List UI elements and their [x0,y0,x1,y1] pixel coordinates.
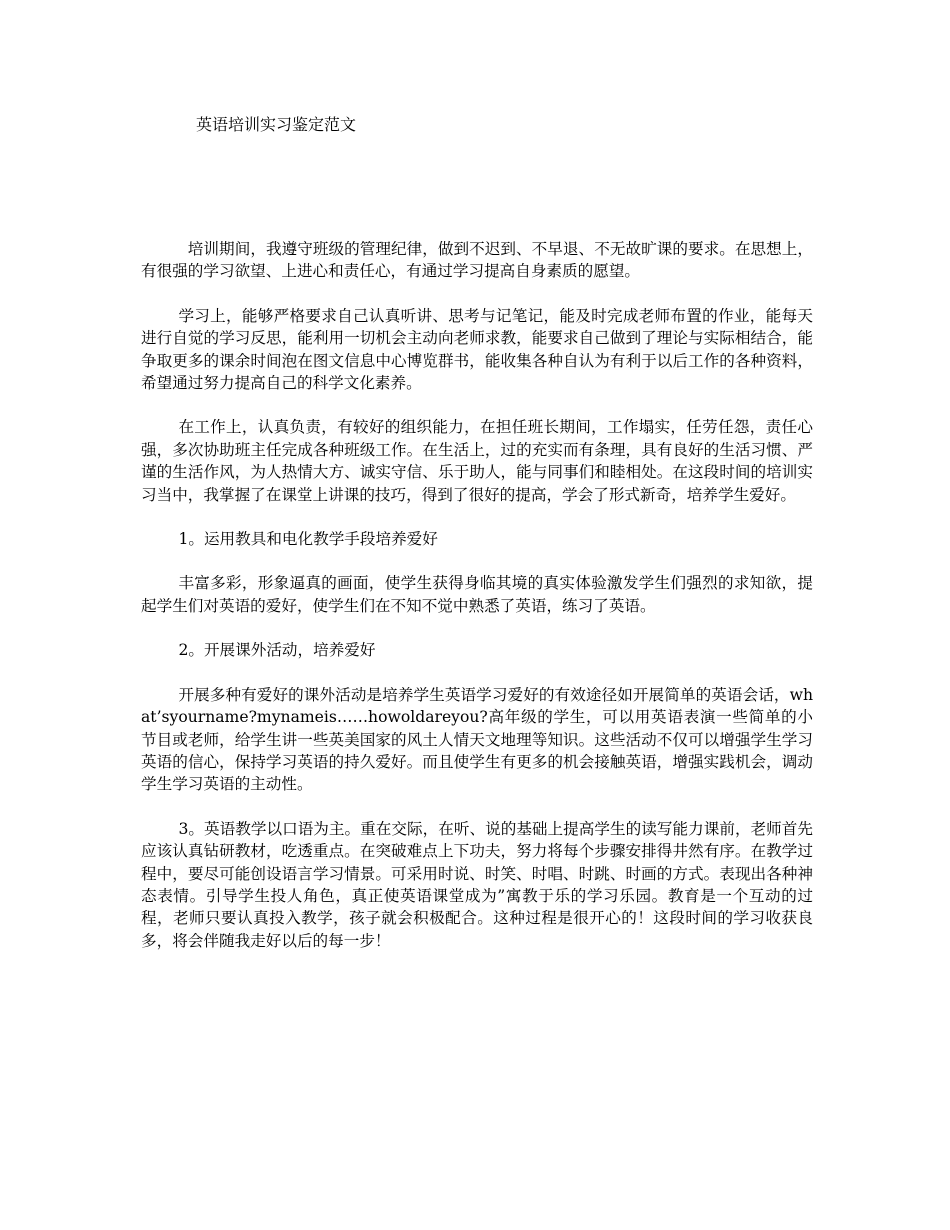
paragraph-work-life: 在工作上，认真负责，有较好的组织能力，在担任班长期间，工作塌实，任劳任怨，责任心强，多次协助班主任完成各种班级工作。在生活上，过的充实而有条理，具有良好的生活习惯、严谨的生活作风，为人热情大方、诚实守信、乐于助人，能与同事们和睦相处。在这段时间的培训实习当中，我掌握了在课堂上讲课的技巧，得到了很好的提高，学会了形式新奇，培养学生爱好。 [141,418,813,504]
document-title: 英语培训实习鉴定范文 [196,115,357,134]
section-heading-1: 1。运用教具和电化教学手段培养爱好 [178,530,438,549]
section-heading-2: 2。开展课外活动，培养爱好 [178,641,376,660]
paragraph-oral-english: 3。英语教学以口语为主。重在交际，在听、说的基础上提高学生的读写能力课前，老师首先应该认真钻研教材，吃透重点。在突破难点上下功夫，努力将每个步骤安排得井然有序。在教学过程中，要尽可能创设语言学习情景。可采用时说、时笑、时唱、时跳、时画的方式。表现出各种神态表情。引导学生投人角色，真正使英语课堂成为”寓教于乐的学习乐园。教育是一个互动的过程，老师只要认真投入教学，孩子就会积极配合。这种过程是很开心的！这段时间的学习收获良多，将会伴随我走好以后的每一步！ [141,819,813,950]
paragraph-study: 学习上，能够严格要求自己认真听讲、思考与记笔记，能及时完成老师布置的作业，能每天进行自觉的学习反思，能利用一切机会主动向老师求教，能要求自己做到了理论与实际相结合，能争取更多的课余时间泡在图文信息中心博览群书，能收集各种自认为有利于以后工作的各种资料，希望通过努力提高自己的科学文化素养。 [141,306,813,393]
paragraph-discipline: 培训期间，我遵守班级的管理纪律，做到不迟到、不早退、不无故旷课的要求。在思想上，有很强的学习欲望、上进心和责任心，有通过学习提高自身素质的愿望。 [141,240,813,281]
paragraph-teaching-aids: 丰富多彩，形象逼真的画面，使学生获得身临其境的真实体验激发学生们强烈的求知欲，提起学生们对英语的爱好，使学生们在不知不觉中熟悉了英语，练习了英语。 [141,574,813,615]
document-body [141,238,813,974]
paragraph-activities: 开展多种有爱好的课外活动是培养学生英语学习爱好的有效途径如开展简单的英语会话，what’syourname?mynameis……howoldareyou?高年级的学生，可以用英语表演一些简单的小节目或老师，给学生讲一些英美国家的风土人情天文地理等知识。这些活动不仅可以增强学生学习英语的信心，保持学习英语的持久爱好。而且使学生有更多的机会接触英语，增强实践机会，调动学生学习英语的主动性。 [141,685,813,794]
